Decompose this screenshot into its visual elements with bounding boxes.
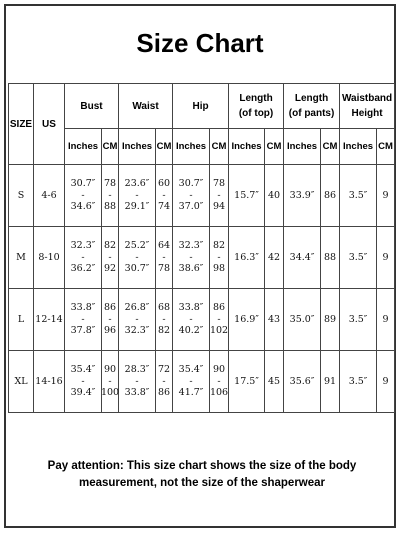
range-min: 33.8″ <box>178 302 204 313</box>
range-dash: - <box>81 190 85 201</box>
bust-cm-cell <box>102 289 119 351</box>
unit-cm: CM <box>156 129 173 165</box>
unit-cm: CM <box>210 129 229 165</box>
range-dash: - <box>108 376 112 387</box>
range-min: 90 <box>103 364 117 375</box>
bust-inches-cell <box>65 289 102 351</box>
unit-cm: CM <box>102 129 119 165</box>
range-dash: - <box>162 314 166 325</box>
range-dash: - <box>81 376 85 387</box>
header-row <box>9 84 395 129</box>
bust-cm-cell <box>102 165 119 227</box>
waist-cm-cell <box>156 227 173 289</box>
hip-inches-cell <box>173 289 210 351</box>
range-max: 100 <box>100 387 120 398</box>
top-length-cm-cell: 40 <box>265 165 284 227</box>
unit-cm: CM <box>265 129 284 165</box>
range-dash: - <box>217 252 221 263</box>
bust-inches-cell <box>65 351 102 413</box>
hip-cm-cell <box>210 227 229 289</box>
range-dash: - <box>189 314 193 325</box>
header-waistband-line2: Height <box>351 108 383 119</box>
range-max: 102 <box>209 325 229 336</box>
hip-cm-cell <box>210 289 229 351</box>
range-min: 60 <box>157 178 171 189</box>
unit-inches: Inches <box>229 129 265 165</box>
range-max: 32.3″ <box>124 325 150 336</box>
pants-length-cm-cell: 89 <box>321 289 340 351</box>
unit-cm: CM <box>321 129 340 165</box>
header-waist: Waist <box>119 84 173 129</box>
range-dash: - <box>135 376 139 387</box>
top-length-inches-cell: 16.9″ <box>229 289 265 351</box>
top-length-inches-cell: 15.7″ <box>229 165 265 227</box>
range-max: 37.8″ <box>70 325 96 336</box>
range-min: 68 <box>157 302 171 313</box>
header-us: US <box>34 84 65 165</box>
waist-inches-cell <box>119 289 156 351</box>
waistband-inches-cell: 3.5″ <box>340 165 377 227</box>
range-max: 96 <box>103 325 117 336</box>
range-min: 30.7″ <box>178 178 204 189</box>
header-length-pants <box>284 84 340 129</box>
range-min: 32.3″ <box>178 240 204 251</box>
top-length-inches-cell: 17.5″ <box>229 351 265 413</box>
us-size-cell: 4-6 <box>34 165 65 227</box>
range-min: 30.7″ <box>70 178 96 189</box>
range-min: 90 <box>212 364 226 375</box>
range-dash: - <box>162 376 166 387</box>
page-title: Size Chart <box>136 28 264 58</box>
range-dash: - <box>81 314 85 325</box>
range-max: 41.7″ <box>178 387 204 398</box>
waistband-cm-cell: 9 <box>377 227 395 289</box>
range-max: 74 <box>157 201 171 212</box>
header-hip: Hip <box>173 84 229 129</box>
unit-header-row <box>9 129 395 165</box>
range-dash: - <box>81 252 85 263</box>
range-max: 30.7″ <box>124 263 150 274</box>
unit-inches: Inches <box>65 129 102 165</box>
size-cell: S <box>9 165 34 227</box>
top-length-cm-cell: 42 <box>265 227 284 289</box>
header-size: SIZE <box>9 84 34 165</box>
hip-cm-cell <box>210 165 229 227</box>
size-cell: M <box>9 227 34 289</box>
range-dash: - <box>189 252 193 263</box>
table-row <box>9 165 395 227</box>
header-length-top-line1: Length <box>239 93 273 104</box>
range-max: 86 <box>157 387 171 398</box>
range-max: 40.2″ <box>178 325 204 336</box>
attention-note-line1: Pay attention: This size chart shows the size of the body <box>47 460 357 472</box>
bust-cm-cell <box>102 227 119 289</box>
unit-inches: Inches <box>340 129 377 165</box>
range-min: 86 <box>212 302 226 313</box>
waistband-inches-cell: 3.5″ <box>340 289 377 351</box>
header-length-top-line2: (of top) <box>238 108 274 119</box>
waistband-cm-cell: 9 <box>377 289 395 351</box>
range-min: 78 <box>103 178 117 189</box>
waist-inches-cell <box>119 165 156 227</box>
waist-cm-cell <box>156 351 173 413</box>
range-max: 29.1″ <box>124 201 150 212</box>
range-min: 82 <box>212 240 226 251</box>
range-dash: - <box>108 190 112 201</box>
pants-length-inches-cell: 35.0″ <box>284 289 321 351</box>
range-max: 39.4″ <box>70 387 96 398</box>
range-max: 82 <box>157 325 171 336</box>
unit-cm: CM <box>377 129 395 165</box>
range-max: 34.6″ <box>70 201 96 212</box>
size-cell: XL <box>9 351 34 413</box>
waist-inches-cell <box>119 351 156 413</box>
range-dash: - <box>217 190 221 201</box>
hip-cm-cell <box>210 351 229 413</box>
unit-inches: Inches <box>173 129 210 165</box>
range-min: 23.6″ <box>124 178 150 189</box>
range-dash: - <box>162 190 166 201</box>
range-max: 33.8″ <box>124 387 150 398</box>
range-max: 37.0″ <box>178 201 204 212</box>
waist-cm-cell <box>156 165 173 227</box>
us-size-cell: 8-10 <box>34 227 65 289</box>
range-dash: - <box>189 376 193 387</box>
range-dash: - <box>135 252 139 263</box>
table-row <box>9 351 395 413</box>
unit-inches: Inches <box>119 129 156 165</box>
range-min: 64 <box>157 240 171 251</box>
top-length-cm-cell: 45 <box>265 351 284 413</box>
range-min: 25.2″ <box>124 240 150 251</box>
size-chart-table <box>8 83 395 413</box>
us-size-cell: 12-14 <box>34 289 65 351</box>
attention-note <box>26 458 378 492</box>
header-length-pants-line1: Length <box>294 93 329 104</box>
range-min: 28.3″ <box>124 364 150 375</box>
header-length-pants-line2: (of pants) <box>288 108 335 119</box>
waistband-cm-cell: 9 <box>377 351 395 413</box>
range-max: 36.2″ <box>70 263 96 274</box>
hip-inches-cell <box>173 227 210 289</box>
range-dash: - <box>135 190 139 201</box>
range-max: 92 <box>103 263 117 274</box>
range-dash: - <box>189 190 193 201</box>
waistband-inches-cell: 3.5″ <box>340 227 377 289</box>
range-min: 82 <box>103 240 117 251</box>
pants-length-cm-cell: 91 <box>321 351 340 413</box>
size-cell: L <box>9 289 34 351</box>
range-min: 32.3″ <box>70 240 96 251</box>
range-dash: - <box>217 376 221 387</box>
bust-inches-cell <box>65 165 102 227</box>
bust-inches-cell <box>65 227 102 289</box>
top-length-cm-cell: 43 <box>265 289 284 351</box>
hip-inches-cell <box>173 351 210 413</box>
pants-length-inches-cell: 35.6″ <box>284 351 321 413</box>
range-min: 72 <box>157 364 171 375</box>
waist-cm-cell <box>156 289 173 351</box>
range-dash: - <box>162 252 166 263</box>
range-dash: - <box>135 314 139 325</box>
range-max: 38.6″ <box>178 263 204 274</box>
range-min: 86 <box>103 302 117 313</box>
size-chart-frame <box>4 4 396 528</box>
range-max: 106 <box>209 387 229 398</box>
range-min: 26.8″ <box>124 302 150 313</box>
range-dash: - <box>108 314 112 325</box>
header-waistband <box>340 84 395 129</box>
pants-length-cm-cell: 86 <box>321 165 340 227</box>
table-row <box>9 227 395 289</box>
header-length-top <box>229 84 284 129</box>
pants-length-inches-cell: 33.9″ <box>284 165 321 227</box>
header-bust: Bust <box>65 84 119 129</box>
attention-note-line2: measurement, not the size of the shaperwear <box>78 477 326 489</box>
range-max: 98 <box>212 263 226 274</box>
waistband-inches-cell: 3.5″ <box>340 351 377 413</box>
us-size-cell: 14-16 <box>34 351 65 413</box>
header-waistband-line1: Waistband <box>341 93 393 104</box>
range-min: 33.8″ <box>70 302 96 313</box>
range-min: 35.4″ <box>178 364 204 375</box>
waistband-cm-cell: 9 <box>377 165 395 227</box>
range-max: 78 <box>157 263 171 274</box>
pants-length-inches-cell: 34.4″ <box>284 227 321 289</box>
table-row <box>9 289 395 351</box>
range-dash: - <box>108 252 112 263</box>
range-dash: - <box>217 314 221 325</box>
unit-inches: Inches <box>284 129 321 165</box>
bust-cm-cell <box>102 351 119 413</box>
pants-length-cm-cell: 88 <box>321 227 340 289</box>
hip-inches-cell <box>173 165 210 227</box>
waist-inches-cell <box>119 227 156 289</box>
range-min: 35.4″ <box>70 364 96 375</box>
range-min: 78 <box>212 178 226 189</box>
range-max: 88 <box>103 201 117 212</box>
range-max: 94 <box>212 201 226 212</box>
top-length-inches-cell: 16.3″ <box>229 227 265 289</box>
